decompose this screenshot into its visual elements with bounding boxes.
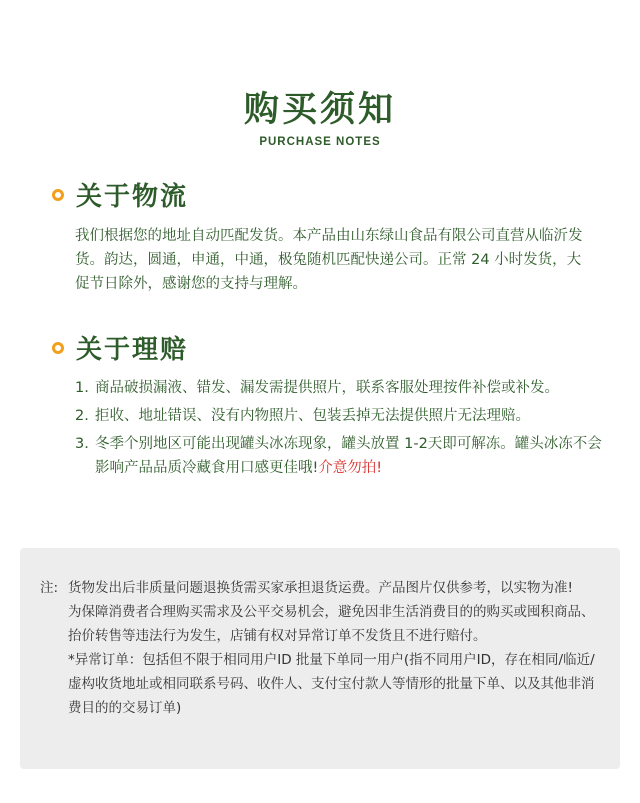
note [40, 576, 605, 720]
warning-text: 介意勿拍! [318, 460, 383, 476]
list-item-text-wrapper [95, 432, 605, 480]
note-label: 注: [40, 580, 59, 596]
circle-bullet-icon [52, 189, 64, 201]
logistics-text: 我们根据您的地址自动匹配发货。本产品由山东绿山食品有限公司直营从临沂发货。韵达，圆通，申通，中通，极兔随机匹配快递公司。正常 24 小时发货，大促节日除外，感谢您的支持与理解。 [75, 228, 583, 292]
logistics-section-header [52, 174, 188, 214]
list-item-number: 2. [75, 408, 89, 424]
list-item [75, 404, 605, 428]
note-body [68, 576, 605, 720]
list-item [75, 432, 605, 480]
note-line: 为保障消费者合理购买需求及公平交易机会，避免因非生活消费目的的购买或囤积商品、抬价转售等违法行为发生，店铺有权对异常订单不发货且不进行赔付。 [68, 604, 595, 644]
list-item-number: 3. [75, 436, 89, 452]
logistics-title: 关于物流 [76, 181, 189, 212]
page-title: 购买须知 [243, 90, 396, 130]
claims-title: 关于理赔 [76, 334, 189, 365]
list-item-text: 商品破损漏液、错发、漏发需提供照片，联系客服处理按件补偿或补发。 [95, 380, 559, 396]
note-line: 货物发出后非质量问题退换货需买家承担退货运费。产品图片仅供参考，以实物为准! [68, 580, 573, 596]
claims-list [75, 376, 605, 484]
list-item-text: 拒收、地址错误、没有内物照片、包装丢掉无法提供照片无法理赔。 [95, 408, 530, 424]
claims-section-header [52, 327, 188, 367]
circle-bullet-icon [52, 342, 64, 354]
list-item-number: 1. [75, 380, 89, 396]
page-subtitle: PURCHASE NOTES [259, 136, 381, 148]
note-line: *异常订单：包括但不限于相同用户ID 批量下单同一用户(指不同用户ID，存在相同/临近/虚构收货地址或相同联系号码、收件人、支付宝付款人等情形的批量下单、以及其他非消费目的的交易订单) [68, 652, 595, 716]
list-item [75, 376, 605, 400]
list-item-text: 冬季个别地区可能出现罐头冰冻现象，罐头放置 1-2天即可解冻。罐头冰冻不会影响产品品质冷藏食用口感更佳哦! [95, 436, 602, 476]
